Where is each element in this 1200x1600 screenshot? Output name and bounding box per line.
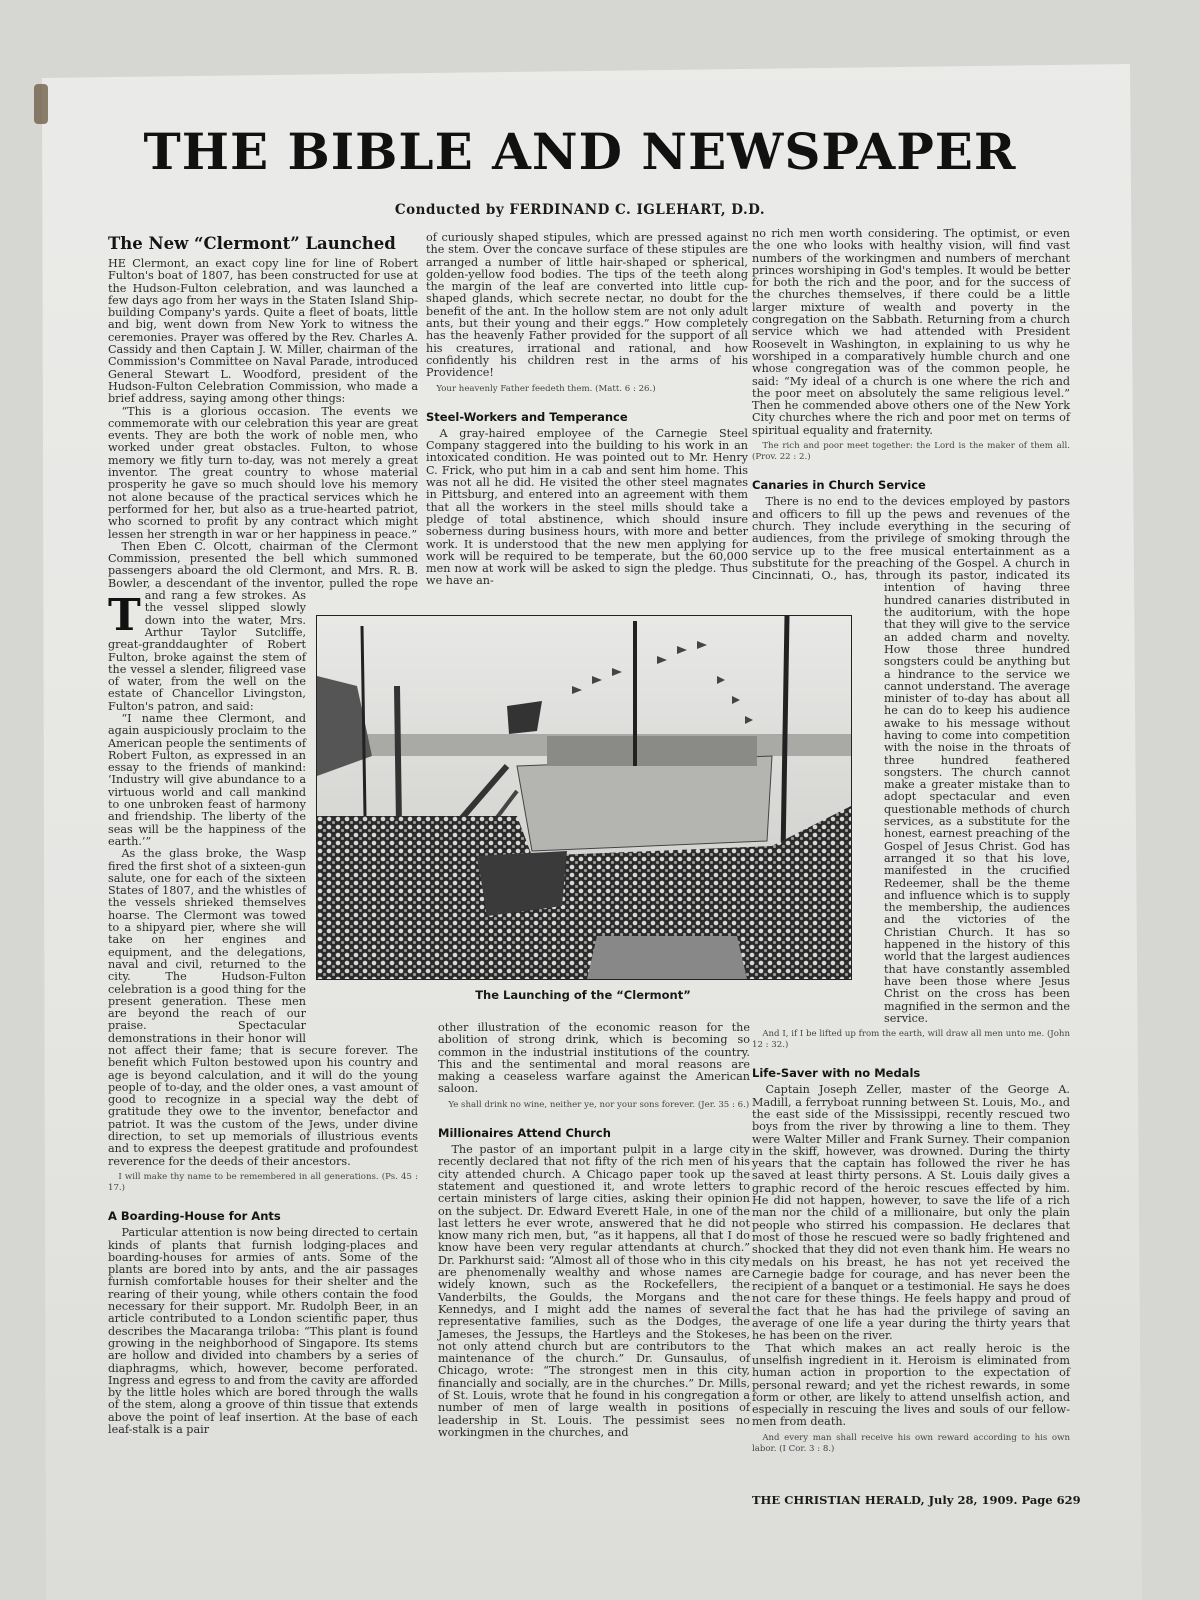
article-paragraph: “This is a glorious occasion. The events we commemorate with our celebration this year are great events. They are both the work of noble men, who worked under great obstacles. Fulton, to whose memory we fitly turn to-day, was not merely a great inventor. The great country to whose material prosperity he gave so much should love his memory not alone because of the practical services which he performed for her, but also as a true-hearted patriot, who scorned to profit by any contract which might lessen her strength in war or her happiness in peace.”: [108, 404, 418, 541]
column-3: [752, 228, 1070, 1455]
article-heading-steel: Steel-Workers and Temperance: [426, 409, 628, 424]
scripture-verse: Ye shall drink no wine, neither ye, nor your sons forever. (Jer. 35 : 6.): [448, 1099, 750, 1110]
article-paragraph: “I name thee Clermont, and again auspiciously proclaim to the American people the sentiments of Robert Fulton, as expressed in an essay to the friends of mankind: ‘Industry will give abundance to a virtuous world and call mankind to one unbroken feast of harmony and friendship. The liberty of the seas will be the happiness of the earth.’”: [108, 711, 306, 848]
page-title: THE BIBLE AND NEWSPAPER: [143, 122, 1017, 181]
scripture-verse: And I, if I be lifted up from the earth, will draw all men unto me. (John 12 : 32.): [752, 1029, 1070, 1051]
article-paragraph: That which makes an act really heroic is the unselfish ingredient in it. Heroism is eliminated from human action in proportion to the expectation of personal reward; and yet the richest rewards, in some form or other, are likely to attend unselfish action, and especially in rescuing the lives and souls of our fellow-men from death.: [752, 1341, 1070, 1429]
article-paragraph: no rich men worth considering. The optimist, or even the one who looks with healthy vision, will find vast numbers of the workingmen and numbers of merchant princes worshiping in God's temples. It would be better for both the rich and the poor, and for the success of the churches themselves, if there could be a little larger mixture of wealth and poverty in the congregation on the Sabbath. Returning from a church service which we had attended with President Roosevelt in Washington, in explaining to us why he worshiped in a comparatively humble church and one whose congregation was of the common people, he said: “My ideal of a church is one where the rich and the poor meet on absolutely the same religious level.” Then he commended above others one of the New York City churches where the rich and poor met on terms of spiritual equality and fraternity.: [752, 227, 1070, 437]
byline: Conducted by FERDINAND C. IGLEHART, D.D.: [394, 202, 766, 218]
scripture-verse: And every man shall receive his own reward according to his own labor. (I Cor. 3 : 8.): [752, 1432, 1070, 1454]
drop-cap: T: [108, 590, 141, 641]
article-paragraph: Particular attention is now being directed to certain kinds of plants that furnish lodging-places and boarding-houses for armies of ants. Some of the plants are bored into by ants, and the air passages furnish comfortable houses for their shelter and the rearing of their young, while others contain the food necessary for their support. Mr. Rudolph Beer, in an article contributed to a London scientific paper, thus describes the Macaranga triloba: “This plant is found growing in the neighborhood of Singapore. Its stems are hollow and divided into chambers by a series of diaphragms, which, however, become perforated. Ingress and egress to and from the cavity are afforded by the little holes which are bored through the walls of the stem, along a groove of thin tissue that extends above the point of leaf insertion. At the base of each leaf-stalk is a pair: [108, 1226, 418, 1437]
article-heading-clermont: The New “Clermont” Launched: [108, 234, 396, 253]
article-paragraph: A gray-haired employee of the Carnegie Steel Company staggered into the building to his work in an intoxicated condition. He was pointed out to Mr. Henry C. Frick, who put him in a cab and sent him home. This was not all he did. He visited the other steel magnates in Pittsburg, and entered into an agreement with them that all the workers in the steel mills should take a pledge of total abstinence, which should insure soberness during business hours, with more and better work. It is understood that the new men applying for work will be required to be temperate, but the 60,000 men now at work will be asked to sign the pledge. Thus we have an-: [426, 426, 748, 588]
scripture-verse: I will make thy name to be remembered in all generations. (Ps. 45 : 17.): [108, 1171, 418, 1193]
article-paragraph: As the glass broke, the Wasp fired the first shot of a sixteen-gun salute, one for each of the sixteen States of 1807, and the whistles of the vessels shrieked themselves hoarse. The Clermont was towed to a shipyard pier, where she will take on her engines and equipment, and the delegations, naval and civil, returned to the city. The Hudson-Fulton celebration is a good thing for the present generation. These men are beyond the reach of our praise. Spectacular demonstrations in their honor will not affect their fame; that is secure forever. The benefit which Fulton bestowed upon his country and age is beyond calculation, and it will do the young people of to-day, and the older ones, a vast amount of good to recognize in a special way the debt of gratitude they owe to the inventor, benefactor and patriot. It was the custom of the Jews, under divine direction, to set up memorials of illustrious events and to express the deepest gratitude and profoundest reverence for the deeds of their ancestors.: [108, 847, 418, 1168]
article-paragraph: There is no end to the devices employed by pastors and officers to fill up the pews and revenues of the church. They include everything in the securing of audiences, from the privilege of smoking through the service up to the free musical entertainment as a substitute for the preaching of the Gospel. A church in Cincinnati, O., has, through its pastor, indicated its intention of having three hundred canaries distributed in the auditorium, with the hope that they will give to the service an added charm and novelty. How those three hundred songsters could be anything but a hindrance to the service we cannot understand. The average minister of to-day has about all he can do to keep his audience awake to his message without having to come into competition with the noise in the throats of three hundred feathered songsters. The church cannot make a greater mistake than to adopt spectacular and even questionable methods of church services, as a substitute for the honest, earnest preaching of the Gospel of Jesus Christ. God has arranged it so that his love, manifested in the crucified Redeemer, shall be the theme and influence which is to supply the membership, the audiences and the victories of the Christian Church. It has so happened in the history of this world that the largest audiences that have constantly assembled have been those where Jesus Christ on the cross has been magnified in the sermon and the service.: [752, 495, 1070, 1025]
article-paragraph: Then Eben C. Olcott, chairman of the Clermont Commission, presented the bell which summoned passengers aboard the old Clermont, and Mrs. R. B. Bowler, a descendant of the inventor, pulled the rope and rang a few strokes. As the vessel slipped slowly down into the water, Mrs. Arthur Taylor Sutcliffe, great-granddaughter of Robert Fulton, broke against the stem of the vessel a slender, filigreed vase of water, from the well on the estate of Chancellor Livingston, Fulton's patron, and said:: [108, 539, 418, 713]
column-2-bottom: [438, 1022, 750, 1439]
article-heading-lifesaver: Life-Saver with no Medals: [752, 1066, 921, 1081]
column-2-top: [426, 232, 748, 588]
article-paragraph: The pastor of an important pulpit in a large city recently declared that not fifty of the rich men of his city attended church. A Chicago paper took up the statement and questioned it, and wrote letters to certain ministers of large cities, asking their opinion on the subject. Dr. Edward Everett Hale, in one of the last letters he ever wrote, answered that he did not know many rich men, but, “as it happens, all that I do know have been very regular attendants at church.” Dr. Parkhurst said: “Almost all of those who in this city are phenomenally wealthy and whose names are widely known, such as the Rockefellers, the Vanderbilts, the Goulds, the Morgans and the Kennedys, and I might add the names of several representative families, such as the Dodges, the Jameses, the Jessups, the Hartleys and the Stokeses, not only attend church but are contributors to the maintenance of the church.” Dr. Gunsaulus, of Chicago, wrote: “The strongest men in this city, financially and socially, are in the churches.” Dr. Mills, of St. Louis, wrote that he found in his congregation a number of men of large wealth in positions of leadership in St. Louis. The pessimist sees no workingmen in the churches, and: [438, 1143, 750, 1439]
article-heading-ants: A Boarding-House for Ants: [108, 1208, 281, 1223]
scripture-verse: Your heavenly Father feedeth them. (Matt. 6 : 26.): [436, 383, 656, 394]
article-heading-canaries: Canaries in Church Service: [752, 478, 926, 493]
page-footer: THE CHRISTIAN HERALD, July 28, 1909. Page 629: [752, 1493, 1081, 1507]
scripture-verse: The rich and poor meet together: the Lord is the maker of them all. (Prov. 22 : 2.): [752, 441, 1070, 463]
binding-stain: [34, 84, 48, 124]
article-heading-millionaires: Millionaires Attend Church: [438, 1125, 611, 1140]
photo-caption: The Launching of the “Clermont”: [475, 988, 691, 1002]
paragraph-text: HE Clermont, an exact copy line for line of Robert Fulton's boat of 1807, has been constructed for use at the Hudson-Fulton celebration, and was launched a few days ago from her ways in the Staten Island Ship-building Company's yards. Quite a fleet of boats, little and big, went down from New York to witness the ceremonies. Prayer was offered by the Rev. Charles A. Cassidy and then Captain J. W. Miller, chairman of the Commission's Committee on Naval Parade, introduced General Stewart L. Woodford, president of the Hudson-Fulton Celebration Commission, who made a brief address, saying among other things:: [108, 257, 418, 406]
article-paragraph: Captain Joseph Zeller, master of the George A. Madill, a ferryboat running between St. Louis, Mo., and the east side of the Mississippi, recently rescued two boys from the river by throwing a line to them. They were Walter Miller and Frank Surney. Their companion in the skiff, however, was drowned. During the thirty years that the captain has followed the river he has saved at least thirty persons. A St. Louis daily gives a graphic record of the heroic rescues effected by him. He did not happen, however, to save the life of a rich man nor the child of a millionaire, but only the plain people who stirred his compassion. He declares that most of those he rescued were so badly frightened and shocked that they did not even thank him. He wears no medals on his breast, he has not yet received the Carnegie badge for courage, and has never been the recipient of a banquet or a testimonial. He says he does not care for these things. He feels happy and proud of the fact that he has had the privilege of saving an average of one life a year during the thirty years that he has been on the river.: [752, 1083, 1070, 1343]
article-paragraph: of curiously shaped stipules, which are pressed against the stem. Over the concave surface of these stipules are arranged a number of little hair-shaped or spherical, golden-yellow food bodies. The tips of the teeth along the margin of the leaf are converted into little cup-shaped glands, which secrete nectar, no doubt for the benefit of the ant. In the hollow stem are not only adult ants, but their young and their eggs.” How completely has the heavenly Father provided for the support of all his creatures, irrational and rational, and how confidently his children rest in the arms of his Providence!: [426, 231, 748, 380]
article-paragraph: other illustration of the economic reason for the abolition of strong drink, which is becoming so common in the industrial institutions of the country. This and the sentimental and moral reasons are making a ceaseless warfare against the American saloon.: [438, 1021, 750, 1096]
